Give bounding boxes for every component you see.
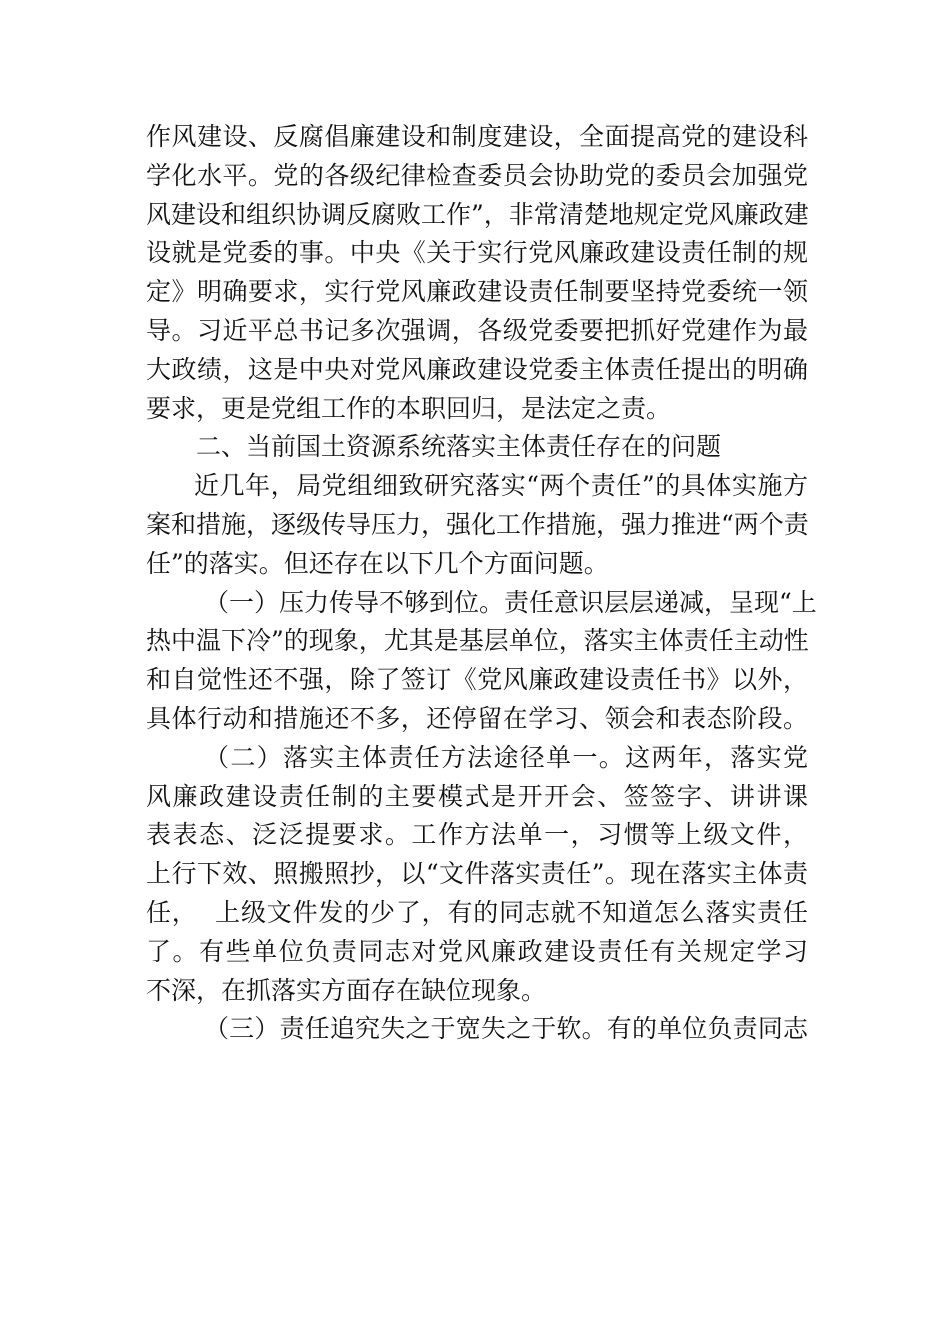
text-line: （一）压力传导不够到位。责任意识层层递减，呈现“上 [204,587,817,617]
text-line: 和自觉性还不强，除了签订《党风廉政建设责任书》以外， [146,665,808,695]
text-line: 定》明确要求，实行党风廉政建设责任制要坚持党委统一领 [146,277,808,307]
section-heading: 二、当前国土资源系统落实主体责任存在的问题 [196,432,722,462]
text-line: 学化水平。党的各级纪律检查委员会协助党的委员会加强党 [146,160,808,190]
text-line: 要求，更是党组工作的本职回归，是法定之责。 [146,393,672,423]
text-line: 风廉政建设责任制的主要模式是开开会、签签字、讲讲课 [146,781,808,811]
text-line: 具体行动和措施还不多，还停留在学习、领会和表态阶段。 [146,703,808,733]
text-line: 了。有些单位负责同志对党风廉政建设责任有关规定学习 [146,936,808,966]
text-line: 不深，在抓落实方面存在缺位现象。 [146,975,547,1005]
text-line: 表表态、泛泛提要求。工作方法单一，习惯等上级文件， [146,820,808,850]
text-line: 近几年，局党组细致研究落实“两个责任”的具体实施方 [194,471,808,501]
text-line: 设就是党委的事。中央《关于实行党风廉政建设责任制的规 [146,238,808,268]
text-line: 导。习近平总书记多次强调，各级党委要把抓好党建作为最 [146,315,808,345]
text-line: 作风建设、反腐倡廉建设和制度建设，全面提高党的建设科 [146,122,808,151]
text-line: 风建设和组织协调反腐败工作”，非常清楚地规定党风廉政建 [146,199,809,229]
text-line: 任， 上级文件发的少了，有的同志就不知道怎么落实责任 [146,897,808,927]
text-line: （二）落实主体责任方法途径单一。这两年，落实党 [204,742,808,772]
text-line: （三）责任追究失之于宽失之于软。有的单位负责同志 [204,1014,808,1044]
text-line: 热中温下冷”的现象，尤其是基层单位，落实主体责任主动性 [146,626,809,656]
text-line: 大政绩，这是中央对党风廉政建设党委主体责任提出的明确 [146,354,808,384]
text-line: 上行下效、照搬照抄，以“文件落实责任”。现在落实主体责 [146,859,808,889]
document-body [146,118,817,1049]
text-line: 案和措施，逐级传导压力，强化工作措施，强力推进“两个责 [146,509,809,539]
text-line: 任”的落实。但还存在以下几个方面问题。 [146,548,609,578]
